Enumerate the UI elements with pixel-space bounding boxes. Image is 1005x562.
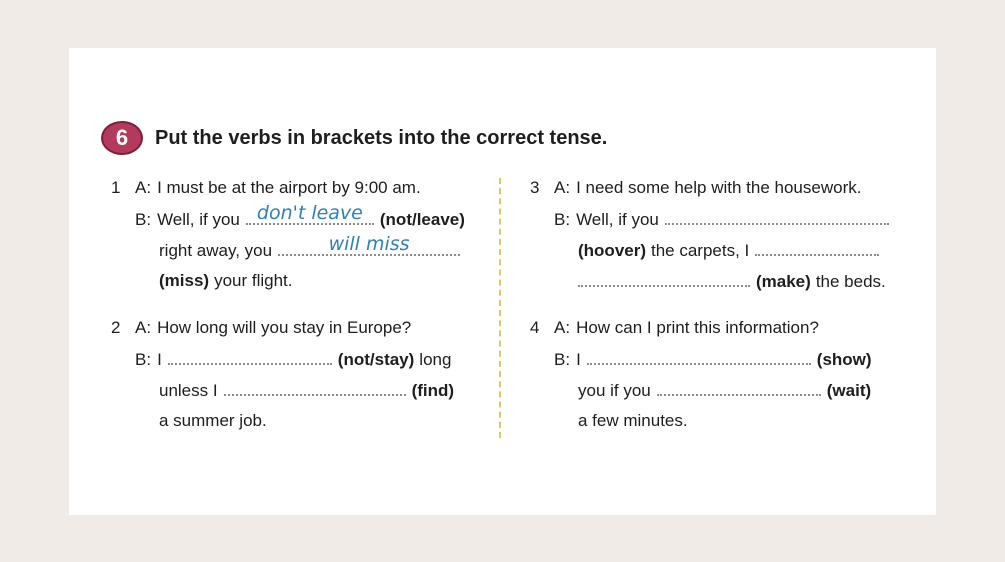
worksheet-page: [69, 48, 936, 515]
answer-blank[interactable]: [246, 202, 374, 225]
speaker-label: B:: [135, 210, 152, 229]
item-number: 4: [530, 318, 540, 337]
speaker-label: B:: [135, 350, 152, 369]
dialogue-text: your flight.: [214, 271, 293, 290]
speaker-label: B:: [554, 210, 571, 229]
verb-prompt: (find): [411, 381, 455, 400]
item-4-line-a: [530, 318, 819, 338]
answer-blank[interactable]: [168, 349, 332, 365]
dialogue-text: Well, if you: [157, 210, 240, 229]
item-4-line-b3: [578, 411, 688, 431]
exercise-header: [101, 121, 607, 155]
dialogue-text: you if you: [578, 381, 651, 400]
answer-blank[interactable]: [665, 209, 889, 225]
answer-blank[interactable]: [587, 349, 811, 365]
exercise-instruction: Put the verbs in brackets into the correct tense.: [155, 126, 608, 149]
item-2-line-b3: [159, 411, 267, 431]
dialogue-text: right away, you: [159, 241, 273, 260]
item-3-line-b1: [554, 209, 895, 230]
dialogue-text: I: [576, 350, 581, 369]
item-2-line-a: [111, 318, 411, 338]
dialogue-text: unless I: [159, 381, 218, 400]
item-4-line-b1: [554, 349, 872, 370]
dialogue-text: long: [419, 350, 452, 369]
dialogue-text: the carpets, I: [651, 241, 750, 260]
item-number: 1: [111, 178, 121, 197]
dialogue-text: Well, if you: [576, 210, 659, 229]
item-number: 3: [530, 178, 540, 197]
dialogue-text: How can I print this information?: [576, 318, 819, 337]
speaker-label: A:: [135, 318, 152, 337]
verb-prompt: (make): [756, 272, 811, 291]
verb-prompt: (not/stay): [337, 350, 415, 369]
speaker-label: A:: [554, 318, 571, 337]
item-1-line-b3: [159, 271, 293, 291]
answer-blank[interactable]: [224, 380, 406, 396]
item-2-line-b1: [135, 349, 451, 370]
verb-prompt: (hoover): [578, 241, 646, 260]
item-3-line-b3: [578, 271, 886, 292]
dialogue-text: I need some help with the housework.: [576, 178, 862, 197]
handwritten-answer: don't leave: [256, 202, 363, 224]
item-3-line-b2: [578, 240, 885, 261]
answer-blank[interactable]: [755, 240, 879, 256]
speaker-label: B:: [554, 350, 571, 369]
answer-blank[interactable]: [657, 380, 821, 396]
verb-prompt: (not/leave): [379, 210, 465, 229]
verb-prompt: (show): [816, 350, 872, 369]
item-3-line-a: [530, 178, 861, 198]
item-1-line-b2: [159, 233, 466, 261]
answer-blank[interactable]: [578, 271, 750, 287]
item-2-line-b2: [159, 380, 454, 401]
item-1-line-b1: [135, 202, 465, 230]
dialogue-text: a summer job.: [159, 411, 267, 430]
dialogue-text: I: [157, 350, 162, 369]
dialogue-text: the beds.: [815, 272, 886, 291]
item-number: 2: [111, 318, 121, 337]
column-divider: [499, 178, 501, 438]
item-1-line-a: [111, 178, 421, 198]
exercise-number-badge: 6: [101, 121, 143, 155]
dialogue-text: How long will you stay in Europe?: [157, 318, 412, 337]
verb-prompt: (miss): [159, 271, 210, 290]
dialogue-text: I must be at the airport by 9:00 am.: [157, 178, 421, 197]
answer-blank[interactable]: [278, 233, 460, 256]
dialogue-text: a few minutes.: [578, 411, 688, 430]
verb-prompt: (wait): [826, 381, 872, 400]
speaker-label: A:: [135, 178, 152, 197]
handwritten-answer: will miss: [328, 233, 410, 255]
item-4-line-b2: [578, 380, 871, 401]
speaker-label: A:: [554, 178, 571, 197]
